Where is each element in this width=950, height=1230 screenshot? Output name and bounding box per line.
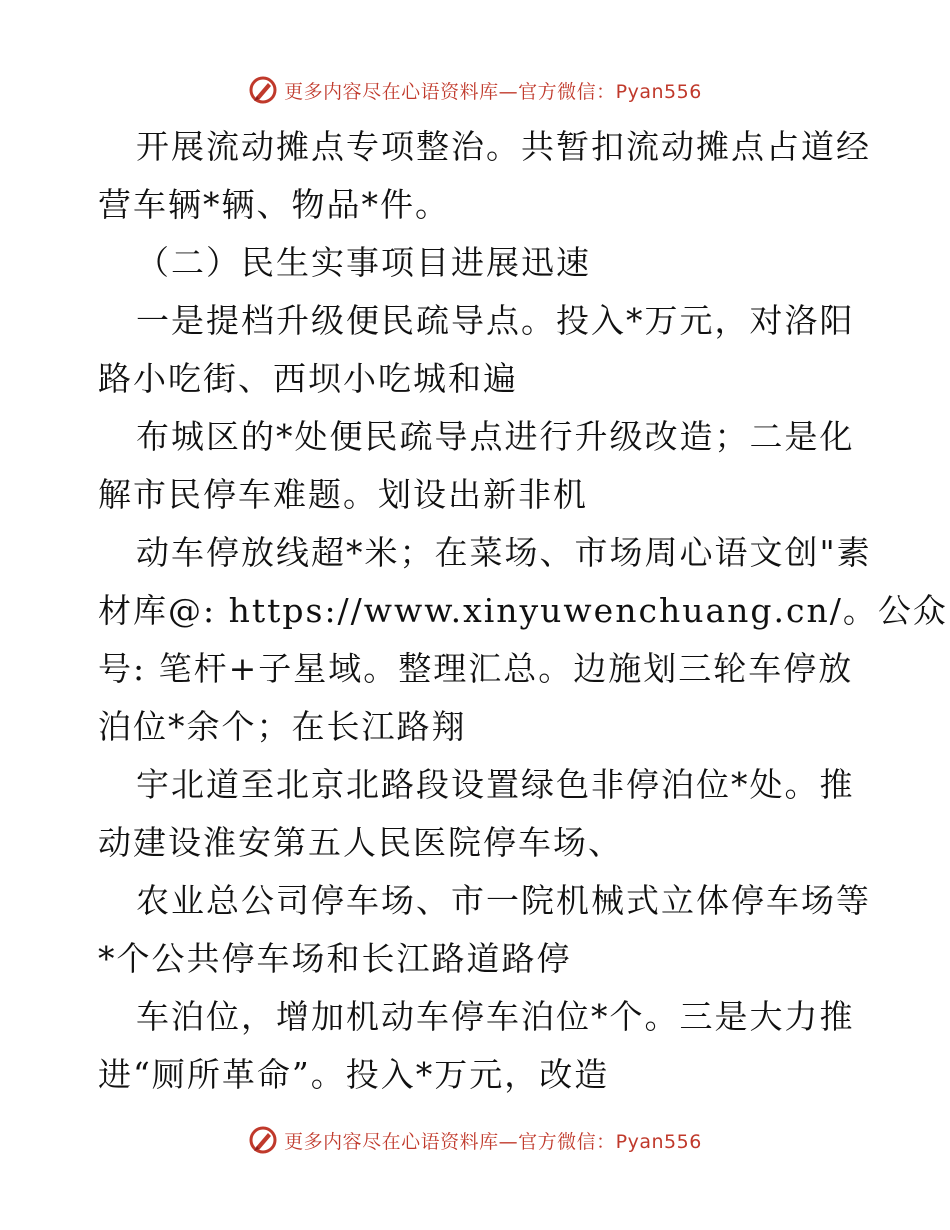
text-line: 材库@: https://www.xinyuwenchuang.cn/。公众 (98, 591, 948, 630)
text-line: 解市民停车难题。划设出新非机 (98, 475, 588, 514)
text-line: 营车辆*辆、物品*件。 (98, 185, 450, 224)
pen-logo-icon (248, 75, 278, 105)
text-line: 宇北道至北京北路段设置绿色非停泊位*处。推 (136, 765, 855, 804)
text-line: 泊位*余个；在长江路翔 (98, 707, 467, 746)
text-line: 路小吃街、西坝小吃城和遍 (98, 359, 518, 398)
footer-banner (0, 1120, 950, 1160)
header-banner-text: 更多内容尽在心语资料库—官方微信：Pyan556 (284, 80, 702, 103)
document-body (98, 118, 948, 1104)
text-line: 布城区的*处便民疏导点进行升级改造；二是化 (136, 417, 855, 456)
text-line: 动车停放线超*米；在菜场、市场周心语文创"素 (136, 533, 872, 572)
text-line: 农业总公司停车场、市一院机械式立体停车场等 (136, 881, 871, 920)
text-line: 车泊位，增加机动车停车泊位*个。三是大力推 (136, 997, 855, 1036)
pen-logo-icon (248, 1125, 278, 1155)
text-line: 开展流动摊点专项整治。共暂扣流动摊点占道经 (136, 127, 871, 166)
text-line: *个公共停车场和长江路道路停 (98, 939, 572, 978)
footer-banner-text: 更多内容尽在心语资料库—官方微信：Pyan556 (284, 1130, 702, 1153)
text-line: 一是提档升级便民疏导点。投入*万元，对洛阳 (136, 301, 855, 340)
text-line: 动建设淮安第五人民医院停车场、 (98, 823, 623, 862)
section-heading: （二）民生实事项目进展迅速 (136, 243, 591, 282)
text-line: 号: 笔杆+子星域。整理汇总。边施划三轮车停放 (98, 649, 854, 688)
header-banner (0, 70, 950, 110)
text-line: 进“厕所革命”。投入*万元，改造 (98, 1055, 610, 1094)
